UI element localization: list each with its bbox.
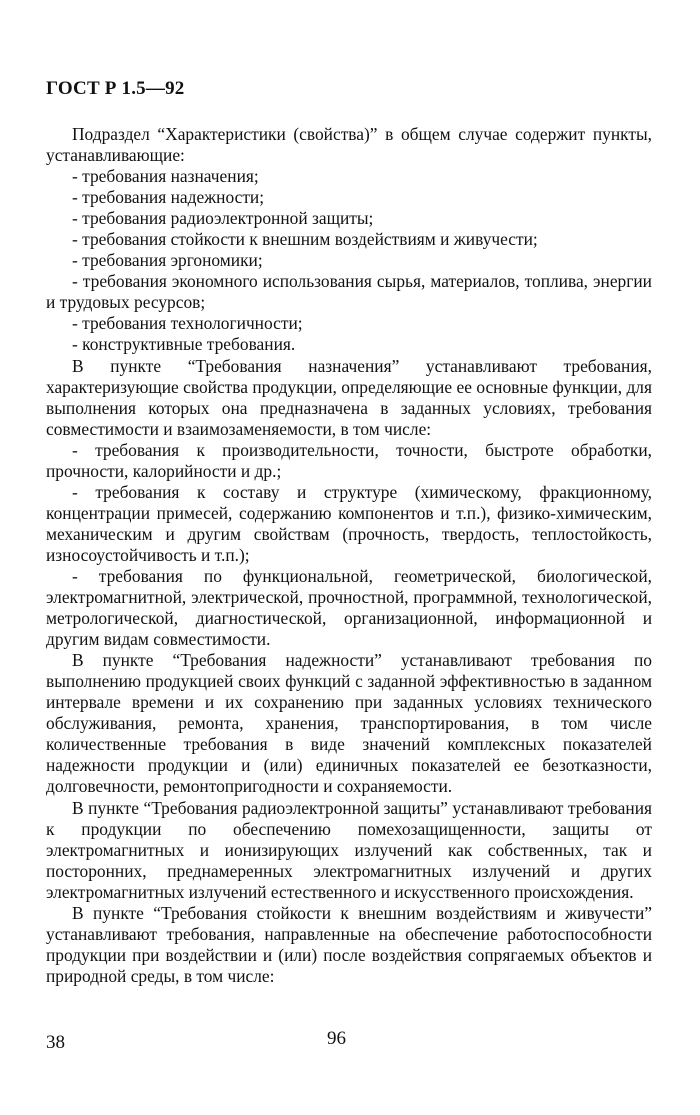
list-item: - требования надежности; xyxy=(72,187,265,208)
list-item: - требования эргономики; xyxy=(72,250,263,271)
list-item: - требования назначения; xyxy=(72,166,259,187)
paragraph-resistance-requirements: В пункте “Требования стойкости к внешним воздействиям и живучести” устанавливают требования, направленные на обеспечение работоспособности продукции при воздействии и (или) после воздействия сопрягаемых объектов и природной среды, в том числе: xyxy=(46,902,652,986)
list-item: - конструктивные требования. xyxy=(72,334,296,355)
list-item: - требования к составу и структуре (химическому, фракционному, концентрации примесей, содержанию компонентов и т.п.), физико-химическим, механическим и другим свойствам (прочность, твердость, теплостойкость, износоустойчивость и т.п.); xyxy=(46,481,652,565)
list-item: - требования радиоэлектронной защиты; xyxy=(72,208,374,229)
document-header: ГОСТ Р 1.5—92 xyxy=(46,78,185,99)
list-item: - требования технологичности; xyxy=(72,313,303,334)
document-body xyxy=(46,124,652,987)
list-item: - требования экономного использования сырья, материалов, топлива, энергии и трудовых ресурсов; xyxy=(46,271,652,313)
paragraph-radio-protection-requirements: В пункте “Требования радиоэлектронной защиты” устанавливают требования к продукции по обеспечению помехозащищенности, защиты от электромагнитных и ионизирующих излучений как собственных, так и посторонних, преднамеренных электромагнитных излучений и других электромагнитных излучений естественного и искусственного происхождения. xyxy=(46,797,652,902)
list-item: - требования к производительности, точности, быстроте обработки, прочности, калорийности и др.; xyxy=(46,439,652,481)
list-item: - требования по функциональной, геометрической, биологической, электромагнитной, электрической, прочностной, программной, технологической, метрологической, диагностической, организационной, информационной и другим видам совместимости. xyxy=(46,565,652,650)
paragraph-reliability-requirements: В пункте “Требования надежности” устанавливают требования по выполнению продукцией своих функций с заданной эффективностью в заданном интервале времени и их сохранению при заданных условиях технического обслуживания, ремонта, хранения, транспортирования, в том числе количественные требования в виде значений комплексных показателей надежности продукции и (или) единичных показателей ее безотказности, долговечности, ремонтопригодности и сохраняемости. xyxy=(46,650,652,797)
page-number-left: 38 xyxy=(46,1032,65,1053)
paragraph-purpose-requirements: В пункте “Требования назначения” устанавливают требования, характеризующие свойства продукции, определяющие ее основные функции, для выполнения которых она предназначена в заданных условиях, требования совместимости и взаимозаменяемости, в том числе: xyxy=(46,355,652,439)
list-item: - требования стойкости к внешним воздействиям и живучести; xyxy=(72,229,538,250)
paragraph-subsection-intro: Подраздел “Характеристики (свойства)” в общем случае содержит пункты, устанавливающие: xyxy=(46,124,652,166)
page-number-center: 96 xyxy=(327,1028,346,1049)
